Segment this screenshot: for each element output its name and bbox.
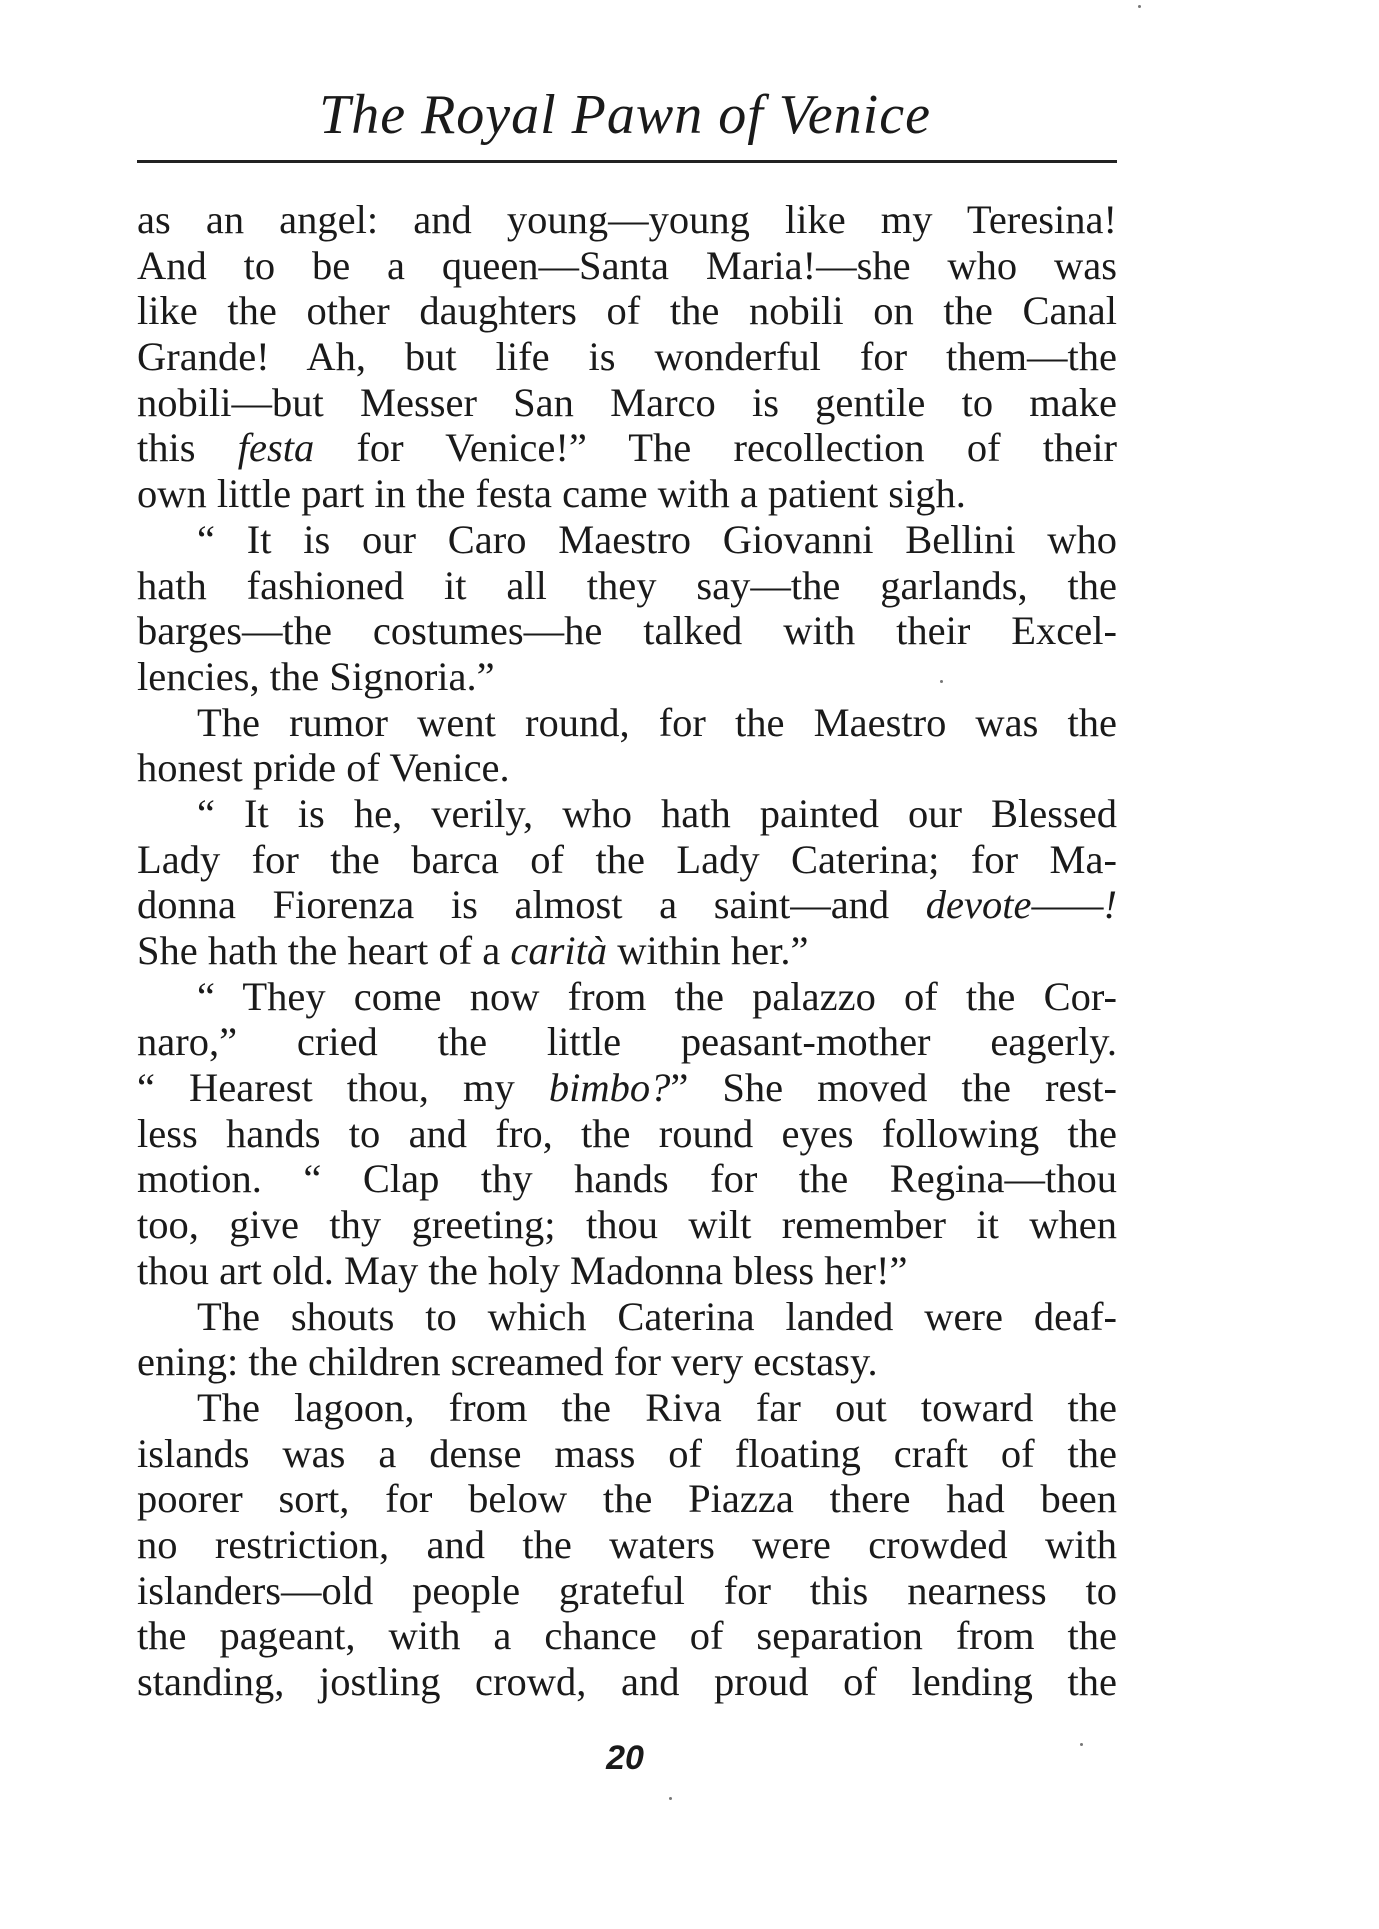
text-line: Lady for the barca of the Lady Caterina; for Ma- — [137, 836, 1117, 882]
paper-speck — [1138, 5, 1141, 8]
text-line: “ Hearest thou, my bimbo?” She moved the rest- — [137, 1065, 1117, 1111]
text-line: “ It is he, verily, who hath painted our Blessed — [197, 790, 1117, 836]
paper-speck — [1080, 1743, 1083, 1746]
text-line: thou art old. May the holy Madonna bless her!” — [137, 1247, 908, 1293]
paper-speck — [669, 1797, 672, 1800]
running-head: The Royal Pawn of Venice — [319, 84, 931, 146]
text-line: barges—the costumes—he talked with their Excel- — [137, 608, 1117, 654]
header-rule — [137, 160, 1117, 163]
text-line: lencies, the Signoria.” — [137, 653, 495, 699]
text-line: Grande! Ah, but life is wonderful for them—the — [137, 334, 1117, 380]
text-line: motion. “ Clap thy hands for the Regina—thou — [137, 1156, 1117, 1202]
text-line: She hath the heart of a carità within her.” — [137, 928, 809, 973]
body-text — [137, 197, 1117, 1705]
text-line: no restriction, and the waters were crowded with — [137, 1521, 1117, 1567]
text-line: poorer sort, for below the Piazza there had been — [137, 1476, 1117, 1522]
text-line: The rumor went round, for the Maestro was the — [197, 699, 1117, 745]
text-line: ening: the children screamed for very ecstasy. — [137, 1339, 878, 1385]
text-line: islands was a dense mass of floating craft of the — [137, 1430, 1117, 1476]
text-line: islanders—old people grateful for this nearness to — [137, 1567, 1117, 1613]
text-line: standing, jostling crowd, and proud of lending the — [137, 1659, 1117, 1704]
text-line: And to be a queen—Santa Maria!—she who was — [137, 242, 1117, 288]
page-number: 20 — [606, 1739, 644, 1777]
text-line: too, give thy greeting; thou wilt remember it when — [137, 1202, 1117, 1248]
text-line: The lagoon, from the Riva far out toward the — [197, 1384, 1117, 1430]
text-line: less hands to and fro, the round eyes following the — [137, 1110, 1117, 1156]
text-line: like the other daughters of the nobili on the Canal — [137, 288, 1117, 334]
text-line: honest pride of Venice. — [137, 745, 510, 791]
text-line: the pageant, with a chance of separation from the — [137, 1613, 1117, 1659]
text-line: naro,” cried the little peasant-mother eagerly. — [137, 1019, 1117, 1065]
text-line: nobili—but Messer San Marco is gentile to make — [137, 379, 1117, 425]
text-line: own little part in the festa came with a patient sigh. — [137, 471, 966, 517]
text-line: The shouts to which Caterina landed were deaf- — [197, 1293, 1117, 1339]
text-line: “ They come now from the palazzo of the Cor- — [197, 973, 1117, 1019]
text-line: “ It is our Caro Maestro Giovanni Bellini who — [197, 516, 1117, 562]
paper-speck — [940, 680, 943, 683]
text-line: this festa for Venice!” The recollection of their — [137, 425, 1117, 471]
text-line: as an angel: and young—young like my Teresina! — [137, 197, 1117, 242]
text-line: donna Fiorenza is almost a saint—and devote——! — [137, 882, 1117, 928]
text-line: hath fashioned it all they say—the garlands, the — [137, 562, 1117, 608]
